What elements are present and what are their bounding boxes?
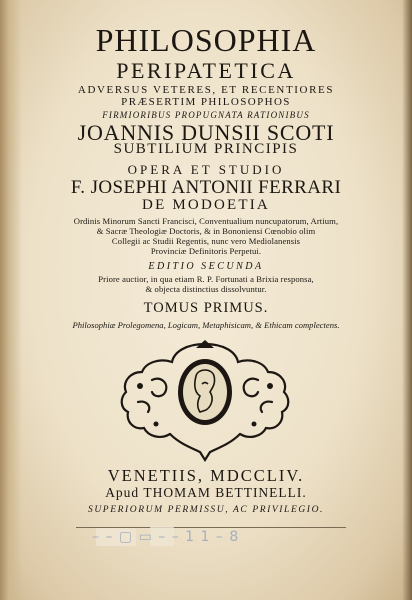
editor-description-line: Collegii ac Studii Regentis, nunc vero Mediolanensis	[111, 236, 301, 246]
subtitle-adversus: ADVERSUS VETERES, ET RECENTIORES	[77, 84, 335, 96]
editor-description-line: & Sacræ Theologiæ Doctoris, & in Bononiensi Cœnobio olim	[96, 226, 316, 236]
edition-note-line: Priore auctior, in qua etiam R. P. Fortunati a Brixia responsa,	[98, 274, 314, 284]
library-stamp: – – ▢ ▭ – – 1 1 – 8	[92, 529, 240, 545]
book-title: PHILOSOPHIA	[95, 22, 317, 58]
book-subtitle: PERIPATETICA	[116, 58, 296, 83]
printers-device-ornament-icon	[116, 340, 294, 462]
volume-number: TOMUS PRIMUS.	[143, 300, 269, 316]
author-name: JOANNIS DUNSII SCOTI	[77, 120, 335, 145]
edition-statement: EDITIO SECUNDA	[148, 261, 264, 272]
imprint-privilege: SUPERIORUM PERMISSU, AC PRIVILEGIO.	[87, 505, 325, 515]
subtitle-praesertim: PRÆSERTIM PHILOSOPHOS	[121, 96, 291, 108]
editor-description-line: Ordinis Minorum Sancti Francisci, Conventualium nuncupatorum, Artium,	[73, 216, 339, 226]
editor-name: F. JOSEPHI ANTONII FERRARI	[70, 177, 342, 198]
subtitle-firmioribus: FIRMIORIBUS PROPUGNATA RATIONIBUS	[102, 110, 310, 120]
imprint-printer: Apud THOMAM BETTINELLI.	[105, 485, 307, 500]
volume-contents: Philosophiæ Prolegomena, Logicam, Metaphisicam, & Ethicam complectens.	[72, 320, 340, 330]
imprint-place-date: VENETIIS, MDCCLIV.	[107, 466, 305, 485]
author-epithet: SUBTILIUM PRINCIPIS	[113, 141, 299, 157]
editor-place: DE MODOETIA	[142, 197, 270, 213]
edition-note-line: & objecta distinctius dissolvuntur.	[145, 284, 267, 294]
editor-description-line: Provinciæ Definitoris Perpetui.	[150, 246, 262, 256]
opera-et-studio: OPERA ET STUDIO	[127, 162, 285, 177]
